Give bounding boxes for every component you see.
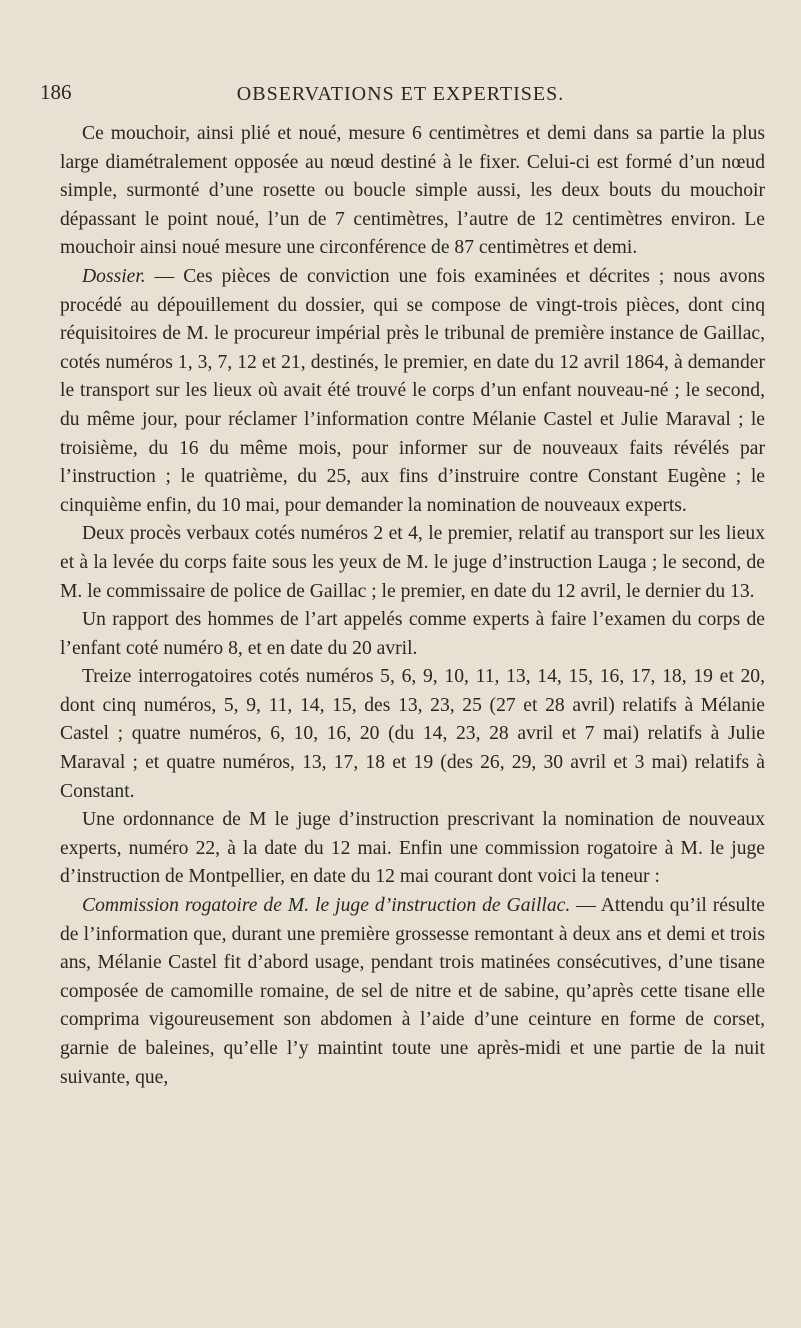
paragraph-interrogatoires xyxy=(60,663,765,806)
paragraph-commission xyxy=(60,892,765,1092)
paragraph-proces-verbaux xyxy=(60,520,765,606)
paragraph-text: Treize interrogatoires cotés numéros 5, 6, 9, 10, 11, 13, 14, 15, 16, 17, 18, 19 et 20, dont cinq numéros, 5, 9, 11, 14, 15, des 13, 23, 25 (27 et 28 avril) relatifs à Mélanie Castel ; quatre numéros, 6, 10, 16, 20 (du 14, 23, 28 avril et 7 mai) relatifs à Julie Maraval ; et quatre numéros, 13, 17, 18 et 19 (des 26, 29, 30 avril et 3 mai) relatifs à Constant. xyxy=(60,666,765,802)
paragraph-rapport xyxy=(60,606,765,663)
page-number: 186 xyxy=(40,80,72,104)
page-header xyxy=(40,80,761,110)
paragraph-text: Ce mouchoir, ainsi plié et noué, mesure 6 centimètres et demi dans sa partie la plus large diamétralement opposée au nœud destiné à le fixer. Celui-ci est formé d’un nœud simple, surmonté d’une rosette ou boucle simple aussi, les deux bouts du mouchoir dépassant le point noué, l’un de 7 centimètres, l’autre de 12 centimètres environ. Le mouchoir ainsi noué mesure une circonférence de 87 centimètres et demi. xyxy=(60,123,765,259)
running-title: OBSERVATIONS ET EXPERTISES. xyxy=(236,83,565,105)
page-body xyxy=(60,120,765,1092)
paragraph-1 xyxy=(60,120,765,263)
paragraph-text: — Attendu qu’il résulte de l’information que, durant une première grossesse remontant à deux ans et demi et trois ans, Mélanie Castel fit d’abord usage, pendant trois matinées consécutives, d’une tisane composée de camomille romaine, de sel de nitre et de sabine, qu’après cette tisane elle comprima vigoureusement son abdomen à l’aide d’une ceinture en forme de corset, garnie de baleines, qu’elle l’y maintint toute une après-midi et une partie de la nuit suivante, que, xyxy=(60,895,765,1088)
paragraph-text: Une ordonnance de M le juge d’instruction prescrivant la nomination de nouveaux experts, numéro 22, à la date du 12 mai. Enfin une commission rogatoire à M. le juge d’instruction de Montpellier, en date du 12 mai courant dont voici la teneur : xyxy=(60,809,765,888)
paragraph-lead: Dossier. xyxy=(82,265,146,287)
paragraph-dossier xyxy=(60,263,765,520)
paragraph-text: — Ces pièces de conviction une fois examinées et décrites ; nous avons procédé au dépouillement du dossier, qui se compose de vingt-trois pièces, dont cinq réquisitoires de M. le procureur impérial près le tribunal de première instance de Gaillac, cotés numéros 1, 3, 7, 12 et 21, destinés, le premier, en date du 12 avril 1864, à demander le transport sur les lieux où avait été trouvé le corps d’un enfant nouveau-né ; le second, du même jour, pour réclamer l’information contre Mélanie Castel et Julie Maraval ; le troisième, du 16 du même mois, pour informer sur de nouveaux faits révélés par l’instruction ; le quatrième, du 25, aux fins d’instruire contre Constant Eugène ; le cinquième enfin, du 10 mai, pour demander la nomination de nouveaux experts. xyxy=(60,265,765,516)
paragraph-ordonnance xyxy=(60,806,765,892)
paragraph-text: Deux procès verbaux cotés numéros 2 et 4, le premier, relatif au transport sur les lieux et à la levée du corps faite sous les yeux de M. le juge d’instruction Lauga ; le second, de M. le commissaire de police de Gaillac ; le premier, en date du 12 avril, le dernier du 13. xyxy=(60,523,765,602)
paragraph-text: Un rapport des hommes de l’art appelés comme experts à faire l’examen du corps de l’enfant coté numéro 8, et en date du 20 avril. xyxy=(60,609,765,659)
paragraph-lead: Commission rogatoire de M. le juge d’instruction de Gaillac. xyxy=(82,895,571,917)
